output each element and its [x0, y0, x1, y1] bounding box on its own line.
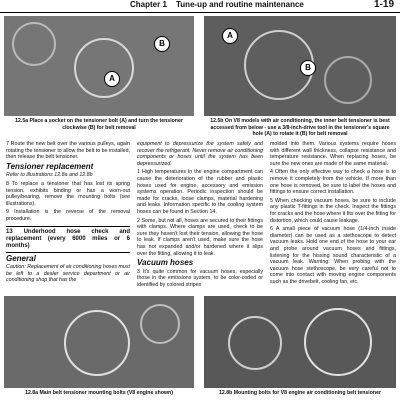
- chapter-label: Chapter 1: [130, 0, 167, 9]
- paragraph: 4 Often the only effective way to check a hose is to remove it completely from the vehicle. If more than one hose is removed, be sure to label the hoses and fittings to ensure correct installation.: [270, 169, 396, 196]
- illustration-reference: Refer to illustrations 12.8a and 12.8b: [6, 172, 93, 179]
- paragraph: 2 Some, but not all, hoses are secured to their fittings with clamps. Where clamps are used, check to be sure they haven't lost their tension, allowing the hose to leak. If clamps aren't used, make sure the hose has not expanded and/or hardened where it slips over the fitting, allowing it to leak.: [137, 217, 263, 257]
- photo-12-5a: [4, 16, 194, 116]
- callout-b: B: [154, 36, 170, 52]
- pulley-shape: [304, 308, 372, 376]
- caution-continued: equipment to depressurize the system safely and recover the refrigerant. Never remove air conditioning components or hoses until the system has been depressurized.: [137, 141, 263, 167]
- page-header: [0, 0, 400, 13]
- callout-a: A: [104, 71, 120, 87]
- pulley-shape: [140, 304, 180, 344]
- tensioner-heading: Tensioner replacement: [6, 161, 94, 171]
- callout-b: B: [300, 60, 316, 76]
- pulley-shape: [74, 38, 134, 98]
- pulley-shape: [228, 316, 282, 370]
- paragraph: 7 Route the new belt over the various pulleys, again rotating the tensioner to allow the belt to be installed, then release the belt tensioner.: [6, 141, 130, 161]
- caution-text: Caution: Replacement of air conditioning hoses must be left to a dealer service department or air conditioning shop that has the: [6, 264, 130, 284]
- caption-12-8b: 12.8b Mounting bolts for V8 engine air conditioning belt tensioner: [219, 390, 381, 396]
- text-column-2: [137, 141, 263, 290]
- paragraph: 8 To replace a tensioner that has lost its spring tension, exhibits binding or has a worn-out pulley/bearing, remove the mounting bolts (see illustrations).: [6, 180, 130, 207]
- vacuum-hoses-heading: Vacuum hoses: [137, 258, 194, 268]
- paragraph: 6 A small piece of vacuum hose (1/4-inch inside diameter) can be used as a stethoscope to detect vacuum leaks. Hold one end of the hose to your ear and probe around vacuum hoses and fittings, listening for the hissing sound characteristic of a vacuum leak. Warning: When probing with the vacuum hose stethoscope, be very careful not to come into contact with moving engine components such as the drivebelt, cooling fan, etc.: [270, 226, 396, 285]
- general-heading: General: [6, 253, 36, 263]
- text-column-3: [270, 141, 396, 287]
- photo-12-8a: [4, 296, 194, 388]
- chapter-title: Tune-up and routine maintenance: [176, 0, 304, 9]
- paragraph: 5 When checking vacuum hoses, be sure to include any plastic T-fittings in the check. Inspect the fittings for cracks and the hose where it fits over the fitting for distortion, which could cause leakage.: [270, 197, 396, 224]
- pulley-shape: [12, 22, 56, 66]
- paragraph: 9 Installation is the reverse of the removal procedure.: [6, 209, 130, 222]
- pulley-shape: [324, 56, 372, 104]
- paragraph: 1 High temperatures in the engine compartment can cause the deterioration of the rubber and plastic hoses used for engine, accessory and emission systems operation. Periodic inspection should be made for cracks, loose clamps, material hardening and leaks. Information specific to the cooling system hoses can be found in Section 14.: [137, 169, 263, 215]
- callout-a: A: [222, 28, 238, 44]
- text-column-1: [6, 141, 130, 286]
- page-number: 1-19: [373, 0, 394, 10]
- paragraph: 3 It's quite common for vacuum hoses, especially those in the emissions system, to be color-coded or identified by colored stripes: [137, 268, 263, 288]
- photo-12-8b: [204, 296, 396, 388]
- paragraph: molded into them. Various systems require hoses with different wall thickness, collapse resistance and temperature resistance. When replacing hoses, be sure the new ones are made of the same material.: [270, 141, 396, 167]
- caption-12-5a: 12.5a Place a socket on the tensioner bolt (A) and turn the tensioner clockwise (B) for belt removal: [15, 118, 183, 131]
- pulley-shape: [64, 310, 130, 376]
- caption-12-8a: 12.8a Main belt tensioner mounting bolts (V8 engine shown): [25, 390, 173, 396]
- section-13-heading: 13 Underhood hose check and replacement (every 6000 miles or 6 months): [6, 226, 130, 253]
- photo-12-5b: [204, 16, 396, 116]
- caption-12-5b: 12.5b On V8 models with air conditioning, the inner belt tensioner is best accessed from below - use a 3/8-inch-drive tool in the tensioner's square hole (A) to rotate it (B) for belt removal: [210, 118, 390, 137]
